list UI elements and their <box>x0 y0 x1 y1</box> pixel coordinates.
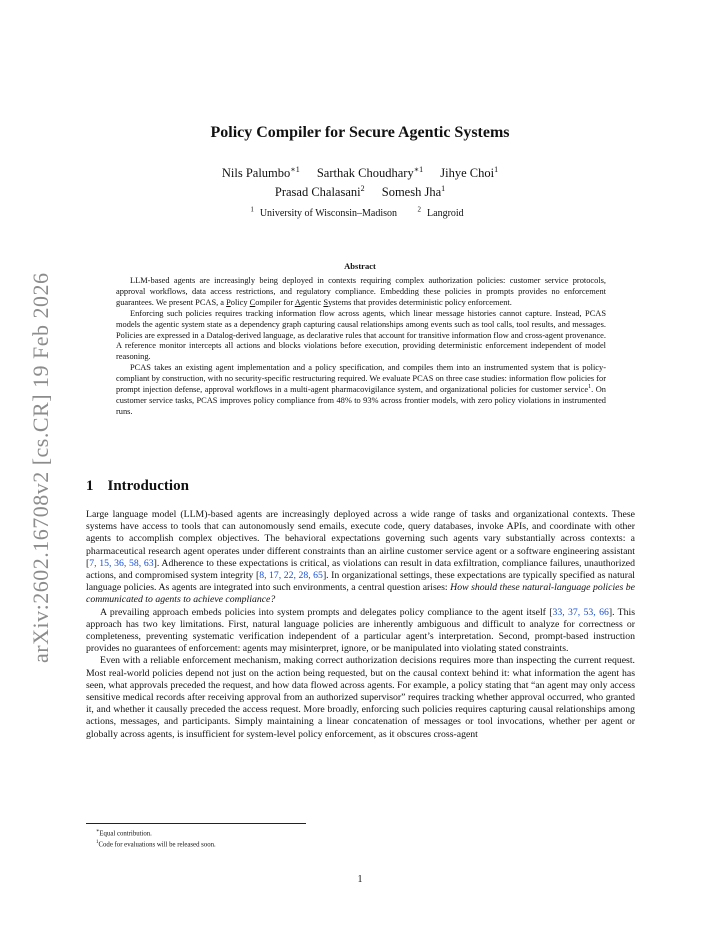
citation-link[interactable]: 7, 15, 36, 58, 63 <box>89 557 154 569</box>
introduction-body <box>86 509 635 741</box>
affiliations <box>86 206 634 219</box>
author: Nils Palumbo$^{∗1}$ <box>221 165 300 181</box>
abstract <box>116 276 606 418</box>
author-line-1 <box>86 162 634 181</box>
abstract-paragraph: LLM-based agents are increasingly being deployed in contexts requiring complex authorization policies: customer service protocols, approval workflows, data access restrictions, and regulatory compliance. Embedding these policies in prompts provides no enforcement guarantees. We present PCAS, a Policy Compiler for Agentic Systems that provides deterministic policy enforcement. <box>116 276 606 307</box>
body-paragraph: A prevailing approach embeds policies into system prompts and delegates policy compliance to the agent itself [33, 37, 53, 66]. This approach has two key limitations. First, natural language policies are inherently ambiguous and difficult to analyze for correctness or completeness, preventing systematic verification independent of a particular agent’s interpretation. Second, prompt-based instruction provides no guarantees of enforcement: agents may misinterpret, ignore, or be manipulated into violating stated constraints. <box>86 606 636 655</box>
author: Sarthak Choudhary$^{∗1}$ <box>316 165 424 181</box>
abstract-paragraph: PCAS takes an existing agent implementation and a policy specification, and compiles them into an instrumented system that is policy-compliant by construction, with no security-specific restructuring required. We evaluate PCAS on three case studies: information flow policies for prompt injection defense, approval workflows in a multi-agent pharmacovigilance system, and organizational policies for customer service$^1$. On customer service tasks, PCAS improves policy compliance from 48% to 93% across frontier models, with zero policy violations in instrumented runs. <box>116 363 606 416</box>
author-list <box>86 162 634 200</box>
paper-title: Policy Compiler for Secure Agentic Systems <box>210 124 510 141</box>
abstract-heading: Abstract <box>344 261 376 271</box>
affiliation: $^1$ University of Wisconsin–Madison <box>250 206 398 220</box>
author-line-2 <box>86 181 634 200</box>
footnote: ∗Equal contribution. <box>96 829 152 838</box>
footnote: $^1$Code for evaluations will be released soon. <box>96 840 216 849</box>
section-heading: 1 Introduction <box>86 478 189 494</box>
abstract-paragraph: Enforcing such policies requires tracking information flow across agents, which linear message histories cannot capture. Instead, PCAS models the agentic system state as a dependency graph capturing causal relationships among events such as tool calls, tool results, and messages. Policies are expressed in a Datalog-derived language, as declarative rules that account for transitive information flow and cross-agent provenance. A reference monitor intercepts all actions and blocks violations before execution, providing deterministic enforcement independent of model reasoning. <box>116 308 606 362</box>
footnote-marker[interactable]: 1 <box>588 384 592 391</box>
body-paragraph: Large language model (LLM)-based agents are increasingly deployed across a wide range of tasks and organizational contexts. These systems have access to tools that can autonomously send emails, execute code, query databases, invoke APIs, and coordinate with other agents to accomplish complex objectives. The behavioral expectations governing such agents vary substantially across contexts: a pharmaceutical research agent operates under different constraints than an airline customer service agent or a software engineering assistant [7, 15, 36, 58, 63]. Adherence to these expectations is critical, as violations can result in data exfiltration, compliance failures, unauthorized actions, and compromised system integrity [8, 17, 22, 28, 65]. In organizational settings, these expectations are typically specified as natural language policies. As agents are integrated into such environments, a central question arises: How should these natural-language policies be communicated to agents to achieve compliance? <box>86 509 636 606</box>
author: Somesh Jha$^1$ <box>381 184 446 200</box>
footnotes <box>86 827 486 850</box>
citation-link[interactable]: 8, 17, 22, 28, 65 <box>259 570 323 582</box>
author: Jihye Choi$^1$ <box>440 165 499 181</box>
footnote-divider <box>86 823 306 824</box>
affiliation: $^2$ Langroid <box>417 206 464 220</box>
citation-link[interactable]: 33, 37, 53, 66 <box>552 606 609 618</box>
page-number: 1 <box>357 874 363 885</box>
author: Prasad Chalasani$^2$ <box>274 184 365 200</box>
arxiv-identifier: arXiv:2602.16708v2 [cs.CR] 19 Feb 2026 <box>28 272 53 664</box>
body-paragraph: Even with a reliable enforcement mechanism, making correct authorization decisions requires more than inspecting the current request. Most real-world policies depend not just on the action being requested, but on the causal context behind it: what information the agent has seen, what approvals preceded the request, and how data flowed across agents. For example, a policy stating that “an agent may only access sensitive medical records after receiving approval from an authorized supervisor” requires tracking whether approval occurred, who granted it, and whether it causally preceded the access request. More broadly, enforcing such policies requires capturing causal relationships among actions, messages, and participants. Simply maintaining a linear concatenation of messages or tool invocations, whether per agent or globally across agents, is insufficient for system-level policy enforcement, as it obscures cross-agent <box>86 655 635 740</box>
